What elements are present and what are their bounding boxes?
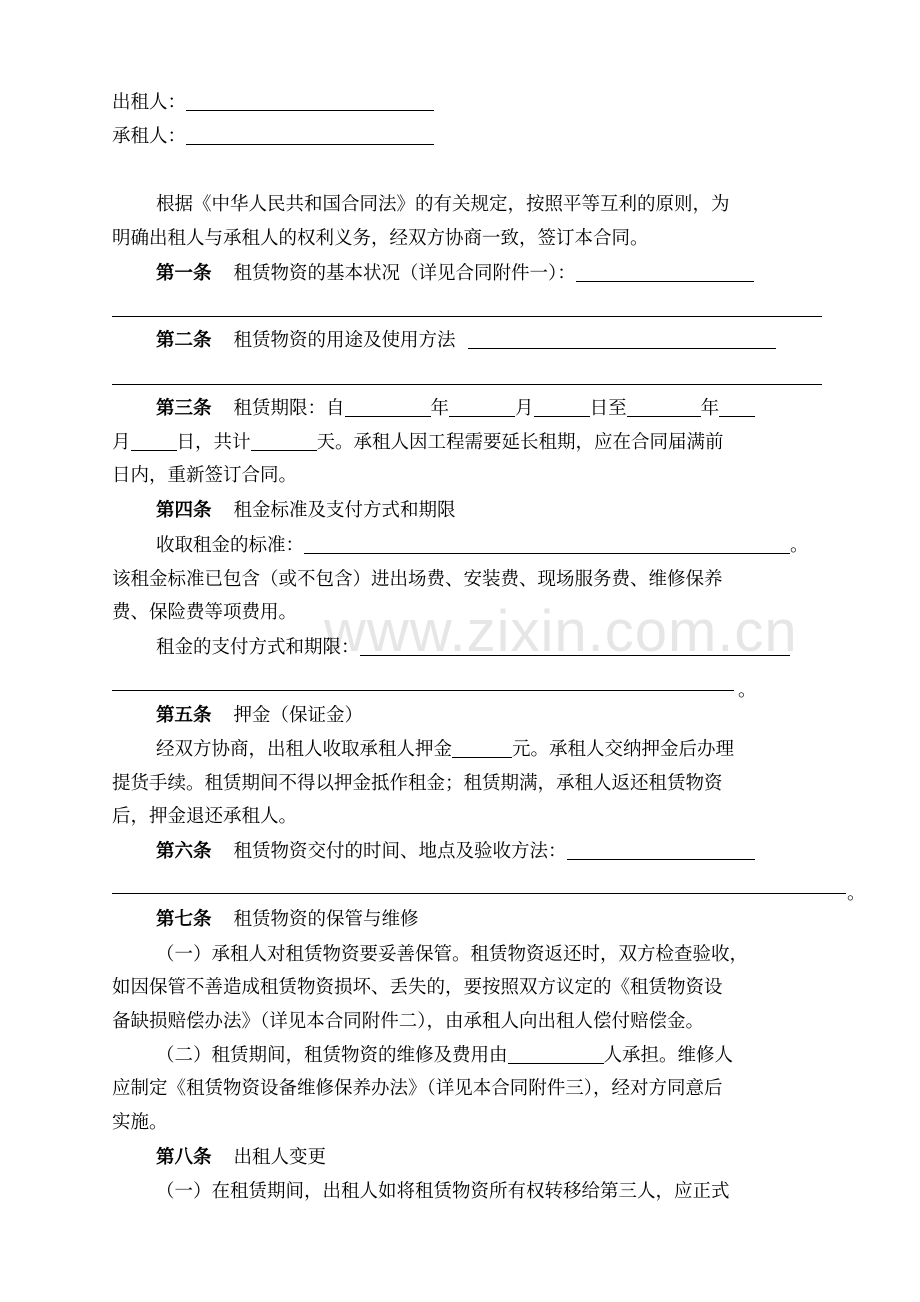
lessor-blank[interactable] — [186, 94, 434, 111]
year-label: 年 — [430, 398, 450, 419]
article-4-line-b: 费、保险费等项费用。 — [112, 602, 298, 623]
preamble-line-2: 明确出租人与承租人的权利义务，经双方协商一致，签订本合同。 — [112, 228, 649, 249]
article-2-number: 第二条 — [156, 330, 212, 351]
deposit-label: 经双方协商，出租人收取承租人押金 — [156, 739, 453, 760]
rent-payment-blank[interactable] — [360, 639, 790, 656]
article-6-blank-line[interactable] — [112, 893, 846, 894]
article-7-p2-line-1 — [156, 1047, 733, 1066]
article-2-blank[interactable] — [468, 332, 776, 349]
rent-payment-period: 。 — [738, 680, 757, 701]
article-3-extension-text: 天。承租人因工程需要延长租期，应在合同届满前 — [316, 432, 724, 453]
article-2-text: 租赁物资的用途及使用方法 — [233, 330, 456, 351]
maintenance-text: 人承担。维修人 — [603, 1045, 734, 1066]
article-6-blank[interactable] — [567, 843, 755, 860]
rent-standard-period: 。 — [790, 535, 809, 556]
article-1-text: 租赁物资的基本状况（详见合同附件一）： — [233, 263, 576, 284]
article-4-heading — [156, 502, 456, 521]
maintenance-cost-label: （二）租赁期间，租赁物资的维修及费用由 — [156, 1045, 508, 1066]
lessee-line — [112, 128, 434, 147]
article-2 — [156, 332, 776, 351]
end-day-blank[interactable] — [131, 434, 177, 451]
article-3-number: 第三条 — [156, 398, 212, 419]
end-month-label: 月 — [112, 432, 131, 453]
maintenance-party-blank[interactable] — [508, 1047, 604, 1064]
article-3-line-3: 日内，重新签订合同。 — [112, 465, 298, 486]
article-8-heading — [156, 1149, 326, 1168]
start-year-blank[interactable] — [345, 400, 431, 417]
deposit-text: 元。承租人交纳押金后办理 — [512, 739, 735, 760]
total-days-blank[interactable] — [251, 434, 317, 451]
article-5-number: 第五条 — [156, 705, 212, 726]
article-4-line-a: 该租金标准已包含（或不包含）进出场费、安装费、现场服务费、维修保养 — [112, 569, 723, 590]
article-3-line-1 — [156, 400, 755, 419]
article-4-number: 第四条 — [156, 500, 212, 521]
end-month-blank-a[interactable] — [719, 400, 755, 417]
article-5-title: 押金（保证金） — [233, 705, 364, 726]
article-5-line-2: 提货手续。租赁期间不得以押金抵作租金；租赁期满，承租人返还租赁物资 — [112, 773, 723, 794]
lessee-blank[interactable] — [186, 128, 434, 145]
rent-standard-label: 收取租金的标准： — [156, 535, 305, 556]
article-8-title: 出租人变更 — [233, 1147, 327, 1168]
article-5-heading — [156, 707, 363, 726]
article-8-p1-line-1: （一）在租赁期间，出租人如将租赁物资所有权转移给第三人，应正式 — [156, 1181, 730, 1202]
article-6-number: 第六条 — [156, 841, 212, 862]
article-2-blank-line[interactable] — [112, 384, 822, 385]
rent-payment-line — [156, 639, 790, 658]
article-6-text: 租赁物资交付的时间、地点及验收方法： — [233, 841, 567, 862]
rent-payment-blank-line[interactable] — [112, 690, 734, 691]
lessor-line — [112, 94, 434, 113]
article-7-title: 租赁物资的保管与维修 — [233, 909, 419, 930]
article-1-number: 第一条 — [156, 263, 212, 284]
article-7-p2-line-3: 实施。 — [112, 1112, 168, 1133]
article-4-title: 租金标准及支付方式和期限 — [233, 500, 456, 521]
article-6 — [156, 843, 755, 862]
deposit-amount-blank[interactable] — [452, 741, 512, 758]
article-7-p1-line-1: （一）承租人对租赁物资要妥善保管。租赁物资返还时，双方检查验收， — [156, 944, 749, 965]
start-day-blank[interactable] — [534, 400, 590, 417]
article-7-heading — [156, 911, 419, 930]
start-month-blank[interactable] — [449, 400, 515, 417]
rent-standard-blank[interactable] — [304, 537, 790, 554]
article-7-p1-line-3: 备缺损赔偿办法》（详见本合同附件二），由承租人向出租人偿付赔偿金。 — [112, 1011, 705, 1032]
lessor-label: 出租人： — [112, 92, 187, 113]
watermark: www.zixin.com.cn — [324, 599, 798, 664]
article-3-start-label: 租赁期限：自 — [233, 398, 345, 419]
article-5-line-3: 后，押金退还承租人。 — [112, 806, 298, 827]
total-label: 日，共计 — [176, 432, 251, 453]
lessee-label: 承租人： — [112, 126, 187, 147]
article-7-number: 第七条 — [156, 909, 212, 930]
rent-payment-label: 租金的支付方式和期限： — [156, 637, 360, 658]
end-year-label: 年 — [700, 398, 720, 419]
article-6-period: 。 — [847, 883, 866, 904]
article-1-blank[interactable] — [576, 265, 754, 282]
article-1-blank-line[interactable] — [112, 316, 822, 317]
article-7-p2-line-2: 应制定《租赁物资设备维修保养办法》（详见本合同附件三），经对方同意后 — [112, 1078, 723, 1099]
month-label: 月 — [515, 398, 534, 419]
rent-standard-line — [156, 537, 809, 556]
day-to-label: 日至 — [589, 398, 627, 419]
article-3-line-2 — [112, 434, 724, 453]
article-8-number: 第八条 — [156, 1147, 212, 1168]
article-5-line-1 — [156, 741, 734, 760]
preamble-line-1: 根据《中华人民共和国合同法》的有关规定，按照平等互利的原则，为 — [156, 194, 730, 215]
end-year-blank[interactable] — [627, 400, 701, 417]
article-7-p1-line-2: 如因保管不善造成租赁物资损坏、丢失的，要按照双方议定的《租赁物资设 — [112, 977, 723, 998]
article-1 — [156, 265, 754, 284]
